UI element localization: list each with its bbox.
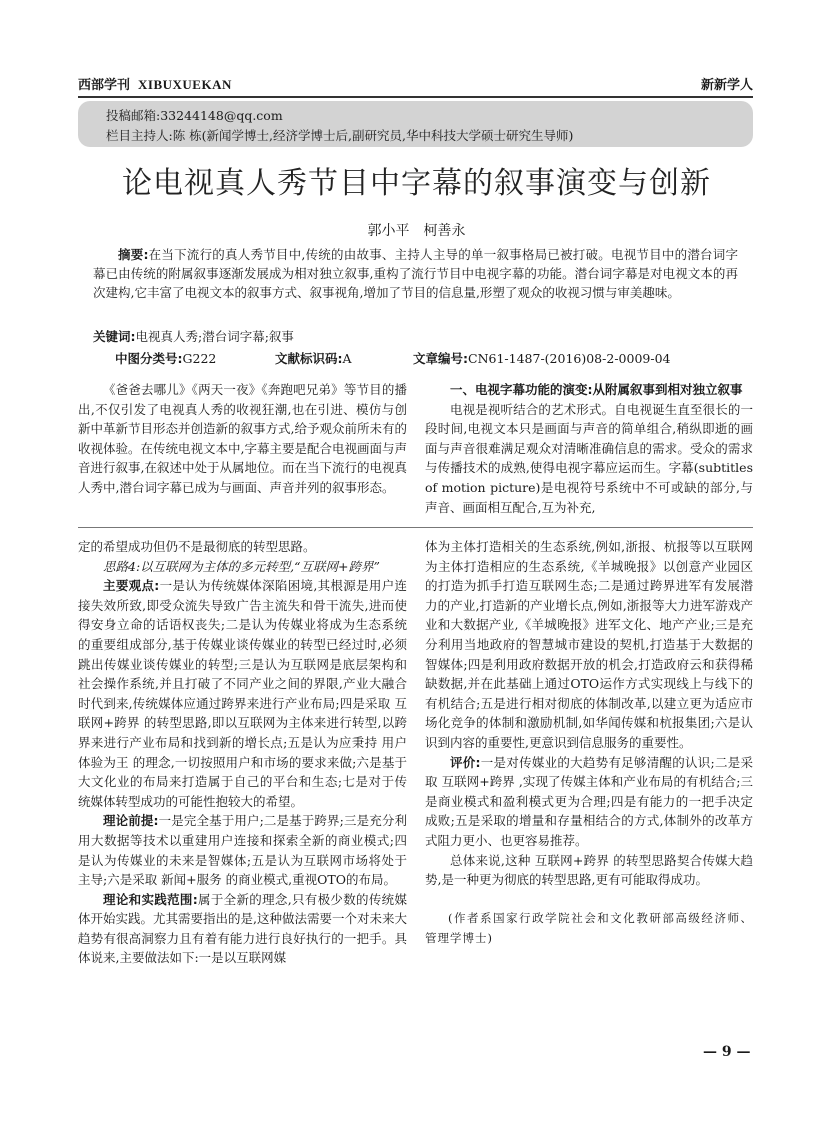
main-views-label: 主要观点:	[103, 578, 160, 594]
abstract	[93, 245, 738, 302]
clc-number	[115, 349, 216, 367]
document-code	[275, 349, 352, 367]
paragraph: 总体来说,这种 互联网+跨界 的转型思路契合传媒大趋势,是一种更为彻底的转型思路,更有可能取得成功。	[425, 852, 753, 888]
article-divider	[78, 527, 753, 528]
clc-label: 中图分类号:	[115, 351, 183, 366]
keywords-text: 电视真人秀;潜台词字幕;叙事	[135, 329, 294, 344]
abstract-label: 摘要:	[118, 247, 149, 262]
doc-label: 文献标识码:	[275, 351, 343, 366]
article-number-value: CN61-1487-(2016)08-2-0009-04	[468, 351, 671, 366]
approach-heading: 思路4:以互联网为主体的多元转型,“互联网+跨界”	[103, 558, 380, 574]
page-number: — 9 —	[703, 1044, 751, 1060]
column-host: 栏目主持人:陈 栋(新闻学博士,经济学博士后,副研究员,华中科技大学硕士研究生导师)	[106, 128, 574, 143]
paragraph	[425, 753, 753, 851]
intro-paragraph: 《爸爸去哪儿》《两天一夜》《奔跑吧兄弟》等节目的播出,不仅引发了电视真人秀的收视狂潮,也在引进、模仿与创新中革新节目形态并创造新的叙事方式,给予观众前所未有的收视体验。在传统电视文本中,字幕主要是配合电视画面与声音进行叙事,在叙述中处于从属地位。而在当下流行的电视真人秀中,潜台词字幕已成为与画面、声音并列的叙事形态。	[78, 382, 407, 495]
author-note: (作者系国家行政学院社会和文化教研部高级经济师、管理学博士)	[425, 910, 753, 945]
section-name: 新新学人	[700, 78, 753, 93]
journal-name	[78, 74, 232, 93]
keywords-label: 关键词:	[93, 329, 136, 344]
section1-paragraph: 电视是视听结合的艺术形式。自电视诞生直至很长的一段时间,电视文本只是画面与声音的简单组合,稍纵即逝的画面与声音很难满足观众对清晰准确信息的需求。受众的需求与传播技术的成熟,使得电视字幕应运而生。字幕(subtitles of motion picture)是电视符号系统中不可或缺的部分,与声音、画面相互配合,互为补充,	[425, 401, 753, 515]
journal-name-en: XIBUXUEKAN	[138, 77, 232, 92]
paragraph	[78, 890, 407, 968]
main-views-text: 一是认为传统媒体深陷困境,其根源是用户连接失效所致,即受众流失导致广告主流失和骨干流失,进而使得安身立命的话语权丧失;二是认为传媒业将成为生态系统的重要组成部分,基于传媒业谈传媒业的转型已经过时,必须跳出传媒业谈传媒业的转型;三是认为互联网是底层架构和社会操作系统,并且打破了不同产业之间的界限,产业大融合时代到来,传统媒体应通过跨界来进行产业布局;四是采取 互联网+跨界 的转型思路,即以互联网为主体来进行转型,以跨界来进行产业布局和找到新的增长点;五是认为应秉持 用户体验为王 的理念,一切按照用户和市场的要求来做;六是基于大文化业的布局来打造属于自己的平台和生态;七是对于传统媒体转型成功的可能性抱较大的希望。	[78, 578, 408, 809]
running-header	[78, 74, 753, 94]
intro-column	[78, 380, 407, 498]
journal-name-cn: 西部学刊	[78, 78, 131, 93]
paragraph	[78, 576, 407, 811]
abstract-text: 在当下流行的真人秀节目中,传统的由故事、主持人主导的单一叙事格局已被打破。电视节目中的潜台词字幕已由传统的附属叙事逐渐发展成为相对独立叙事,重构了流行节目中电视字幕的功能。潜台词字幕是对电视文本的再次建构,它丰富了电视文本的叙事方式、叙事视角,增加了节目的信息量,形塑了观众的收视习惯与审美趣味。	[93, 247, 738, 300]
section1-column	[425, 380, 753, 517]
practice-scope-text: 属于全新的理念,只有极少数的传统媒体开始实践。尤其需要指出的是,这种做法需要一个对未来大趋势有很高洞察力且有着有能力进行良好执行的一把手。具体说来,主要做法如下:一是以互联网媒	[78, 891, 408, 966]
header-rule	[78, 96, 753, 98]
paragraph	[78, 811, 407, 889]
doc-value: A	[342, 351, 352, 366]
premise-text: 一是完全基于用户;二是基于跨界;三是充分利用大数据等技术以重建用户连接和探索全新的商业模式;四是认为传媒业的未来是智媒体;五是认为互联网市场将处于主导;六是采取 新闻+服务 的商业模式,重视OTO的布局。	[78, 813, 407, 888]
evaluation-label: 评价:	[450, 754, 481, 770]
paragraph: 定的希望成功但仍不是最彻底的转型思路。	[78, 539, 316, 554]
clc-value: G222	[182, 351, 217, 366]
submission-email: 投稿邮箱:33244148@qq.com	[106, 108, 283, 123]
practice-scope-label: 理论和实践范围:	[103, 891, 198, 907]
lower-left-column	[78, 537, 407, 968]
premise-label: 理论前提:	[103, 813, 159, 829]
paragraph: 体为主体打造相关的生态系统,例如,浙报、杭报等以互联网为主体打造相应的生态系统,《羊城晚报》以创意产业园区的打造为抓手打造互联网生态;二是通过跨界进军有发展潜力的产业,打造新的产业增长点,例如,浙报等大力进军游戏产业和大数据产业,《羊城晚报》进军文化、地产产业;三是充分利用当地政府的智慧城市建设的契机,打造基于大数据的智媒体;四是利用政府数据开放的机会,打造政府云和获得稀缺数据,并在此基础上通过OTO运作方式实现线上与线下的有机结合;五是进行相对彻底的体制改革,以建立更为适应市场化竞争的体制和激励机制,如华闻传媒和杭报集团;六是认识到内容的重要性,更意识到信息服务的重要性。	[425, 539, 753, 750]
article-number	[413, 349, 670, 367]
evaluation-text: 一是对传媒业的大趋势有足够清醒的认识;二是采取 互联网+跨界 ,实现了传媒主体和产业布局的有机结合;三是商业模式和盈利模式更为合理;四是有能力的一把手决定成败;五是采取的增量和存量相结合的方式,体制外的改革方式阻力更小、也更容易推荐。	[425, 754, 754, 848]
section1-heading: 一、电视字幕功能的演变:从附属叙事到相对独立叙事	[450, 382, 743, 397]
article-authors: 郭小平 柯善永	[367, 223, 466, 239]
article-title: 论电视真人秀节目中字幕的叙事演变与创新	[122, 166, 711, 201]
article-number-label: 文章编号:	[413, 351, 468, 366]
column-info-box	[78, 101, 753, 147]
lower-right-column	[425, 537, 753, 948]
keywords	[93, 327, 294, 345]
